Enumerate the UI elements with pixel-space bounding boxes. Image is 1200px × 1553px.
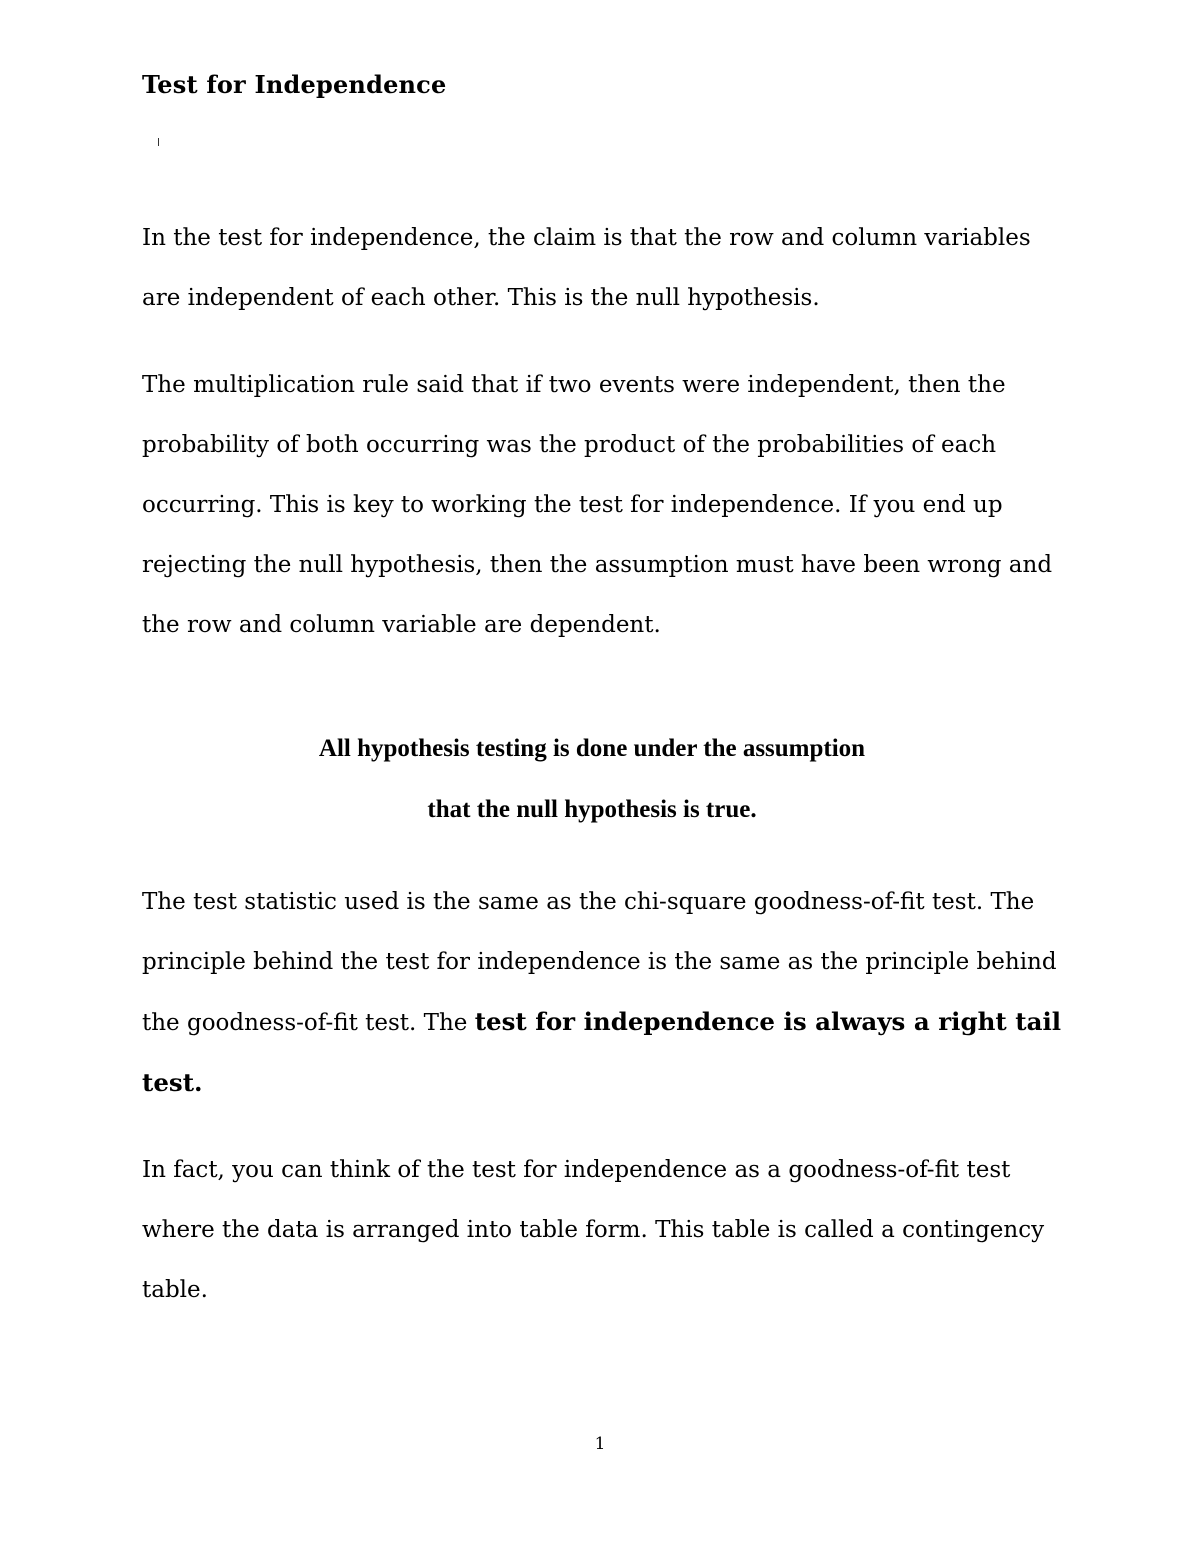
callout-assumption (142, 718, 1042, 840)
paragraph-test-statistic-emphasis: test for independence is always a right tail test. (142, 1007, 1062, 1097)
paragraph-multiplication-rule: The multiplication rule said that if two events were independent, then the probability of both occurring was the product of the probabilities of each occurring. This is key to working the test for independence. If you end up rejecting the null hypothesis, then the assumption must have been wrong and the row and column variable are dependent. (142, 372, 1053, 638)
paragraph-null-hypothesis: In the test for independence, the claim is that the row and column variables are independent of each other. This is the null hypothesis. (142, 225, 1031, 311)
stray-mark (158, 138, 159, 146)
paragraph-contingency-table: In fact, you can think of the test for independence as a goodness-of-fit test where the data is arranged into table form. This table is called a contingency table. (142, 1157, 1045, 1303)
document-title: Test for Independence (142, 70, 447, 99)
callout-line-1: All hypothesis testing is done under the assumption (318, 735, 866, 762)
callout-line-2: that the null hypothesis is true. (427, 796, 757, 823)
paragraph-test-statistic (142, 872, 1072, 1114)
paragraph-test-statistic-text: The test statistic used is the same as the chi-square goodness-of-fit test. The principle behind the test for independence is the same as the principle behind the goodness-of-fit test. The (142, 889, 1057, 1036)
page-number: 1 (594, 1434, 606, 1454)
